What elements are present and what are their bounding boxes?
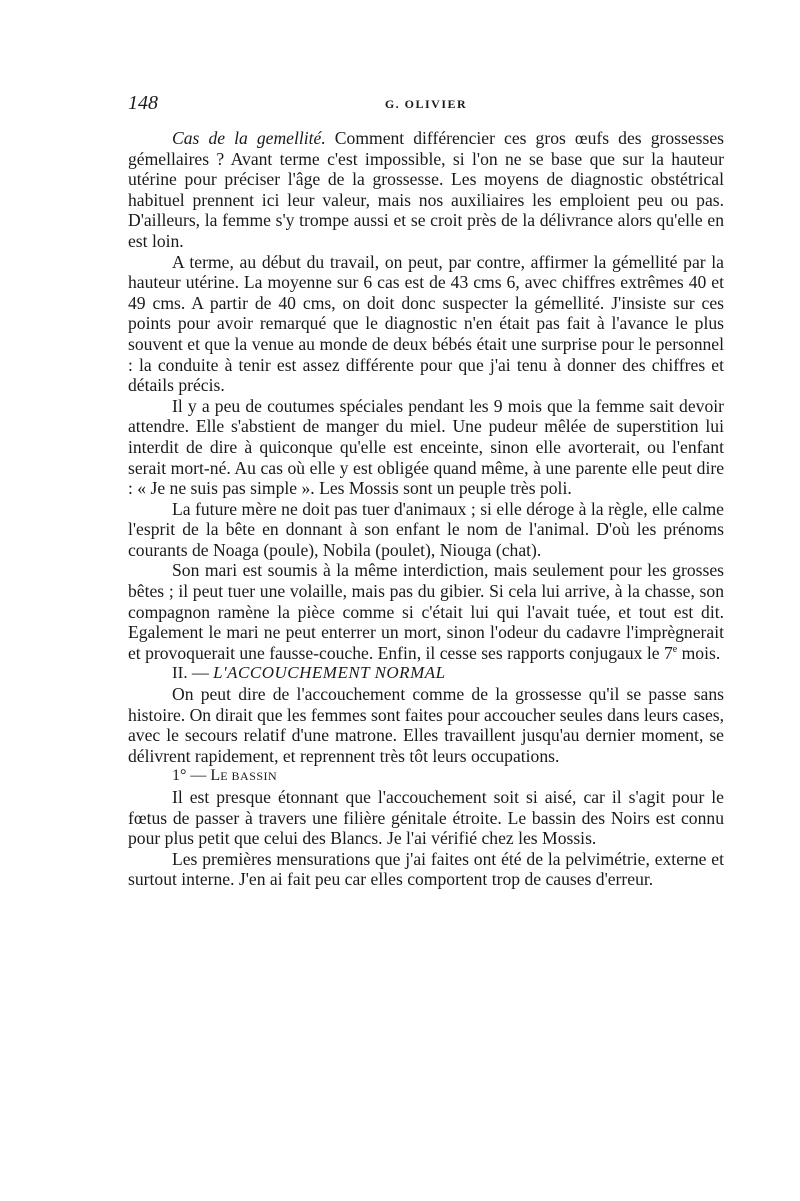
subsection-heading — [128, 766, 724, 787]
paragraph-animals: La future mère ne doit pas tuer d'animaux ; si elle déroge à la règle, elle calme l'esprit de la bête en donnant à son enfant le nom de l'animal. D'où les prénoms courants de Noaga (poule), Nobila (poulet), Niouga (chat). — [128, 498, 724, 560]
running-head: G. OLIVIER — [384, 97, 468, 111]
subsection-smallcaps: E — [220, 769, 232, 784]
section-title: L'ACCOUCHEMENT NORMAL — [213, 663, 446, 683]
body-text — [128, 128, 724, 890]
paragraph-text: Son mari est soumis à la même interdiction, mais seulement pour les grosses bêtes ; il peut tuer une volaille, mais pas du gibier. Si cela lui arrive, à la chasse, son compagnon ramène la pièce comme si c'était lui qui l'avait tuée, et tout est dit. Egalement le mari ne peut enterrer un mort, sinon l'odeur du cadavre l'imprègnerait et provoquerait une fausse-couche. Enfin, il cesse ses rapports conjugaux le 7 — [128, 560, 724, 663]
subsection-title: BASSIN — [231, 769, 278, 784]
paragraph-twins — [128, 128, 724, 252]
paragraph-customs: Il y a peu de coutumes spéciales pendant les 9 mois que la femme sait devoir attendre. Elle s'abstient de manger du miel. Une pudeur mêlée de superstition lui interdit de dire à quiconque qu'elle est enceinte, sinon elle avorterait, ou l'enfant serait mort-né. Au cas où elle y est obligée quand même, à une parente elle peut dire : « Je ne suis pas simple ». Les Mossis sont un peuple très poli. — [128, 395, 724, 499]
page-number: 148 — [128, 92, 158, 114]
paragraph-text: Comment différencier ces gros œufs des grossesses gémellaires ? Avant terme c'est impossible, si l'on ne se base que sur la hauteur utérine pour préciser l'âge de la grossesse. Les moyens de diagnostic obstétrical habituel prennent ici leur valeur, mais nos auxiliaires les emploient peu ou pas. D'ailleurs, la femme s'y trompe aussi et se croit près de la délivrance alors qu'elle en est loin. — [128, 128, 724, 251]
paragraph-pelvis: Il est presque étonnant que l'accouchement soit si aisé, car il s'agit pour le fœtus de passer à travers une filière génitale étroite. Le bassin des Noirs est connu pour plus petit que celui des Blancs. Je l'ai vérifié chez les Mossis. — [128, 787, 724, 849]
subsection-number: 1° — — [172, 767, 211, 785]
section-number: II. — — [172, 663, 214, 683]
paragraph-end: mois. — [677, 642, 721, 663]
paragraph-lead: Cas de la gemellité. — [172, 128, 326, 148]
paragraph-term: A terme, au début du travail, on peut, par contre, affirmer la gémellité par la hauteur utérine. La moyenne sur 6 cas est de 43 cms 6, avec chiffres extrêmes 40 et 49 cms. A partir de 40 cms, on doit donc suspecter la gémellité. J'insiste sur ces points pour avoir remarqué que le diagnostic n'en était pas fait à l'avance le plus souvent et que la venue au monde de deux bébés était une surprise pour le personnel : la conduite à tenir est assez différente pour que j'ai tenu à donner des chiffres et détails précis. — [128, 251, 724, 396]
paragraph-husband — [128, 560, 724, 663]
paragraph-delivery: On peut dire de l'accouchement comme de la grossesse qu'il se passe sans histoire. On dirait que les femmes sont faites pour accoucher seules dans leurs cases, avec le secours relatif d'une matrone. Elles travaillent jusqu'au dernier moment, se délivrent rapidement, et reprennent très tôt leurs occupations. — [128, 684, 724, 766]
page-header — [128, 92, 724, 120]
subsection-cap: L — [210, 767, 221, 785]
section-heading — [128, 663, 724, 684]
paragraph-measurements: Les premières mensurations que j'ai faites ont été de la pelvimétrie, externe et surtout interne. J'en ai fait peu car elles comportent trop de causes d'erreur. — [128, 848, 724, 890]
superscript: e — [672, 643, 678, 655]
